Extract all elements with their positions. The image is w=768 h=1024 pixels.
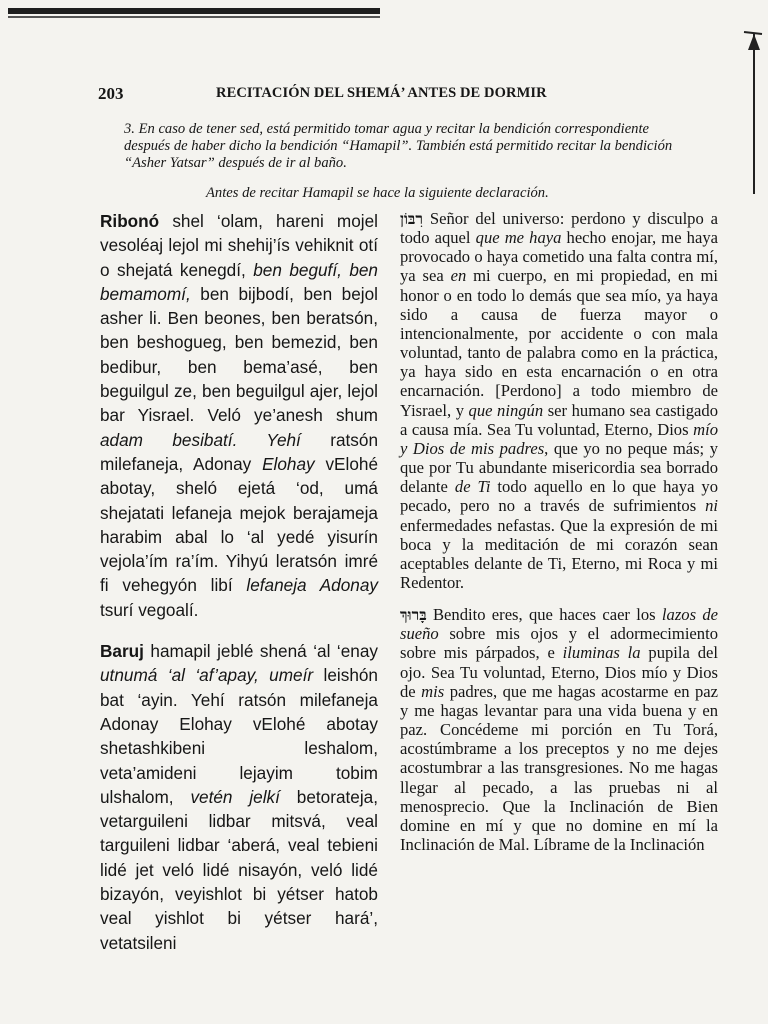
page-number: 203 <box>98 84 124 103</box>
footnote-instruction: 3. En caso de tener sed, está permitido tomar agua y recitar la bendición correspondiente después de haber dicho la bendición “Hamapil”. También está permitido recitar la bendición “Asher Yatsar” después de ir al baño. <box>124 121 673 171</box>
text-run: todo aquello en lo que haya yo pecado, pero no a través de sufrimientos <box>400 477 719 516</box>
italic-run: lefaneja Adonay <box>246 575 378 596</box>
italic-run: ni <box>705 496 718 516</box>
text-run: Bendito eres, que haces caer los <box>426 605 662 625</box>
text-run: , que yo no peque más; y que por Tu abundante misericordia sea borrado delante <box>400 438 718 497</box>
text-run: betorateja, vetarguileni lidbar mitsvá, veal targuileni lidbar ‘aberá, veal tebieni lidé jet veló lidé nisayón, veló lidé bizayón, veyishlot bi yétser hatob veal yishlot bi yétser hará’, vetatsileni <box>100 786 379 953</box>
italic-run: adam besibatí. Yehí <box>100 429 301 450</box>
text-run: sobre mis ojos y el adormecimiento sobre mis párpados, e <box>400 624 718 663</box>
top-rule <box>8 8 380 14</box>
italic-run: lazos de sueño <box>400 605 718 644</box>
text-run: shel ‘olam, hareni mojel vesoléaj lejol mi shehij’ís vehiknit otí o shejatá kenegdí, <box>100 211 378 280</box>
page-header <box>98 84 698 108</box>
ribono-lead-word: Ribonó <box>100 211 160 231</box>
italic-run: que me haya <box>475 228 562 248</box>
italic-run: que ningún <box>468 400 544 420</box>
top-rule-thin <box>8 16 380 18</box>
text-run: padres, que me hagas acostarme en paz y me hagas levantar para una vida buena y en paz. Concédeme mi porción en Tu Torá, acostúmbrame a los preceptos y no me dejes acostumbrar a las transgresiones. No me hagas llegar al pecado, a las pruebas ni al menosprecio. Que la Inclinación de Bien domine en mí y que no domine en mí la Inclinación de Mal. Líbrame de la Inclinación <box>400 681 718 854</box>
italic-run: mío y Dios de mis padres <box>400 419 718 458</box>
declaration-instruction: Antes de recitar Hamapil se hace la siguiente declaración. <box>206 185 549 201</box>
italic-run: de Ti <box>454 477 491 497</box>
text-run: vElohé abotay, sheló ejetá ‘od, umá shejatati lefaneja mejok berajameja harabim abal lo ‘al yedé yisurín vejola’ím ra’ím. Yihyú leratsón imré fi vehegyón libí <box>100 453 378 596</box>
text-run: pupila del ojo. Sea Tu voluntad, Eterno, Dios mío y Dios de <box>400 643 718 701</box>
text-run: ben bijbodí, ben bejol asher li. Ben beones, ben beratsón, ben beshogueg, ben bemezid, ben bedibur, ben bema’asé, ben beguilgul ze, ben beguilgul ajer, lejol bar Yisrael. Veló ye’anesh shum <box>100 283 378 426</box>
text-run: ser humano sea castigado a causa mía. Sea Tu voluntad, Eterno, Dios <box>400 400 718 439</box>
text-run: ratsón milefaneja, Adonay <box>100 429 378 474</box>
running-title: RECITACIÓN DEL SHEMÁ’ ANTES DE DORMIR <box>216 85 547 101</box>
ribono-paragraph-translation <box>400 209 718 592</box>
text-run: hamapil jeblé shená ‘al ‘enay <box>143 641 378 662</box>
binding-edge-mark <box>742 28 764 198</box>
italic-run: ben begufí, ben bemamomí, <box>100 259 378 304</box>
transliteration-column <box>100 209 378 955</box>
italic-run: vetén jelkí <box>190 786 280 807</box>
text-run: enfermedades nefastas. Que la expresión de mi boca y la meditación de mi corazón sean aceptables delante de Ti, Eterno, mi Roca y mi Redentor. <box>400 515 718 592</box>
text-run: mi cuerpo, en mi propiedad, en mi honor o en todo lo demás que sea mío, ya haya sido a causa de fuerza mayor o intencionalmente, por accidente o con mala voluntad, tanto de palabra como en la práctica, ya haya sido en esta encarnación o en otra encarnación. [Perdono] a todo miembro de Yisrael, y <box>400 266 718 420</box>
baruj-paragraph-transliteration <box>100 639 378 955</box>
ribono-hebrew-word: רִבּוֹן <box>400 209 424 228</box>
text-run: hecho enojar, me haya provocado o haya cometido una falta contra mí, ya sea <box>400 228 718 286</box>
ribono-paragraph-transliteration <box>100 209 378 622</box>
italic-run: mis <box>421 681 445 701</box>
italic-run: iluminas la <box>562 643 641 663</box>
baruj-paragraph-translation <box>400 605 718 854</box>
baruj-lead-word: Baruj <box>100 641 144 662</box>
italic-run: en <box>450 266 467 286</box>
italic-run: utnumá ‘al ‘af’apay, umeír <box>100 665 314 686</box>
translation-column <box>400 209 718 854</box>
italic-run: Elohay <box>262 453 315 474</box>
text-run: leishón bat ‘ayin. Yehí ratsón milefaneja Adonay Elohay vElohé abotay shetashkibeni leshalom, veta’amideni lejayim tobim ulshalom, <box>100 665 378 807</box>
text-run: tsurí vegoalí. <box>100 599 199 620</box>
text-run: Señor del universo: perdono y disculpo a todo aquel <box>400 209 718 248</box>
baruj-hebrew-word: בָּרוּךְ <box>400 605 427 625</box>
